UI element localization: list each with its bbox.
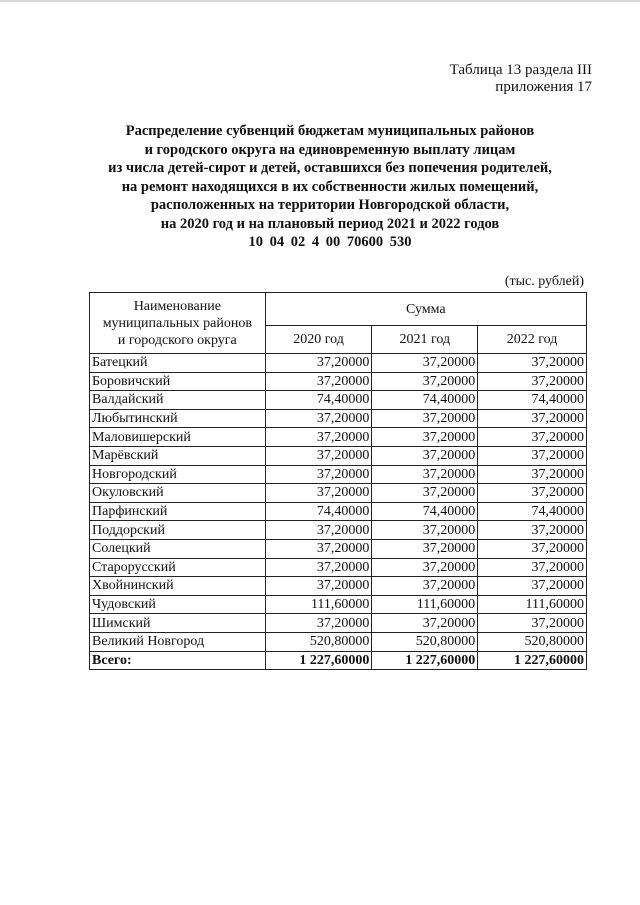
value-2020-cell: 37,20000 <box>265 484 372 503</box>
name-header-line: муниципальных районов <box>102 315 252 331</box>
value-2022-cell: 37,20000 <box>478 614 587 633</box>
name-header-line: и городского округа <box>117 332 237 348</box>
year-header-2020: 2020 год <box>265 326 372 354</box>
value-2021-cell: 37,20000 <box>372 409 478 428</box>
value-2020-cell: 37,20000 <box>265 521 372 540</box>
value-2020-cell: 37,20000 <box>265 465 372 484</box>
sum-column-header: Сумма <box>265 293 586 326</box>
title-line: на ремонт находящихся в их собственности жилых помещений, <box>121 178 539 195</box>
value-2021-cell: 37,20000 <box>372 354 478 373</box>
district-name-cell: Чудовский <box>90 595 266 614</box>
value-2021-cell: 74,40000 <box>372 391 478 410</box>
table-row <box>90 632 587 651</box>
value-2022-cell: 74,40000 <box>478 391 587 410</box>
table-body <box>90 354 587 670</box>
value-2022-cell: 520,80000 <box>478 632 587 651</box>
value-2022-cell: 37,20000 <box>478 484 587 503</box>
name-column-header <box>90 293 266 354</box>
value-2022-cell: 37,20000 <box>478 446 587 465</box>
table-row <box>90 577 587 596</box>
value-2022-cell: 111,60000 <box>478 595 587 614</box>
table-row <box>90 409 587 428</box>
total-row <box>90 651 587 670</box>
district-name-cell: Новгородский <box>90 465 266 484</box>
value-2022-cell: 37,20000 <box>478 539 587 558</box>
year-header-2021: 2021 год <box>372 326 478 354</box>
district-name-cell: Любытинский <box>90 409 266 428</box>
value-2020-cell: 37,20000 <box>265 614 372 633</box>
district-name-cell: Валдайский <box>90 391 266 410</box>
table-row <box>90 446 587 465</box>
value-2021-cell: 37,20000 <box>372 465 478 484</box>
table-row <box>90 539 587 558</box>
value-2022-cell: 37,20000 <box>478 577 587 596</box>
value-2021-cell: 37,20000 <box>372 614 478 633</box>
value-2021-cell: 37,20000 <box>372 428 478 447</box>
table-row <box>90 372 587 391</box>
value-2022-cell: 37,20000 <box>478 428 587 447</box>
district-name-cell: Хвойнинский <box>90 577 266 596</box>
value-2020-cell: 37,20000 <box>265 577 372 596</box>
title-line: и городского округа на единовременную выплату лицам <box>144 141 516 158</box>
table-row <box>90 614 587 633</box>
scan-top-edge <box>0 0 640 2</box>
value-2021-cell: 520,80000 <box>372 632 478 651</box>
district-name-cell: Боровичский <box>90 372 266 391</box>
title-line: Распределение субвенций бюджетам муниципальных районов <box>125 123 535 139</box>
value-2020-cell: 1 227,60000 <box>265 651 372 670</box>
year-header-2022: 2022 год <box>478 326 587 354</box>
value-2020-cell: 37,20000 <box>265 428 372 447</box>
table-row <box>90 354 587 373</box>
value-2021-cell: 37,20000 <box>372 577 478 596</box>
table-row <box>90 502 587 521</box>
value-2022-cell: 37,20000 <box>478 521 587 540</box>
table-reference <box>450 62 592 96</box>
document-title <box>60 122 600 233</box>
table-row <box>90 484 587 503</box>
value-2022-cell: 37,20000 <box>478 372 587 391</box>
title-line: расположенных на территории Новгородской области, <box>150 197 510 213</box>
table-row <box>90 391 587 410</box>
table-row <box>90 465 587 484</box>
value-2020-cell: 37,20000 <box>265 354 372 373</box>
value-2022-cell: 37,20000 <box>478 558 587 577</box>
value-2021-cell: 37,20000 <box>372 372 478 391</box>
value-2021-cell: 37,20000 <box>372 446 478 465</box>
title-line: из числа детей-сирот и детей, оставшихся без попечения родителей, <box>108 160 552 176</box>
table-row <box>90 428 587 447</box>
value-2020-cell: 37,20000 <box>265 409 372 428</box>
subvention-table <box>89 292 587 670</box>
title-line: на 2020 год и на плановый период 2021 и 2022 годов <box>160 215 500 232</box>
budget-code: 10 04 02 4 00 70600 530 <box>248 234 412 250</box>
value-2021-cell: 37,20000 <box>372 521 478 540</box>
value-2022-cell: 74,40000 <box>478 502 587 521</box>
district-name-cell: Старорусский <box>90 558 266 577</box>
district-name-cell: Всего: <box>90 651 266 670</box>
value-2021-cell: 74,40000 <box>372 502 478 521</box>
value-2021-cell: 1 227,60000 <box>372 651 478 670</box>
value-2021-cell: 111,60000 <box>372 595 478 614</box>
value-2020-cell: 74,40000 <box>265 391 372 410</box>
value-2020-cell: 37,20000 <box>265 539 372 558</box>
value-2022-cell: 1 227,60000 <box>478 651 587 670</box>
district-name-cell: Великий Новгород <box>90 632 266 651</box>
reference-line-2: приложения 17 <box>495 79 592 95</box>
district-name-cell: Марёвский <box>90 446 266 465</box>
name-header-line: Наименование <box>133 298 221 314</box>
value-2021-cell: 37,20000 <box>372 558 478 577</box>
value-2021-cell: 37,20000 <box>372 484 478 503</box>
value-2020-cell: 37,20000 <box>265 372 372 391</box>
reference-line-1: Таблица 13 раздела III <box>449 62 592 78</box>
value-2020-cell: 111,60000 <box>265 595 372 614</box>
table-row <box>90 558 587 577</box>
value-2022-cell: 37,20000 <box>478 354 587 373</box>
district-name-cell: Шимский <box>90 614 266 633</box>
district-name-cell: Батецкий <box>90 354 266 373</box>
value-2022-cell: 37,20000 <box>478 409 587 428</box>
district-name-cell: Парфинский <box>90 502 266 521</box>
table-row <box>90 521 587 540</box>
value-2020-cell: 37,20000 <box>265 446 372 465</box>
table-row <box>90 595 587 614</box>
district-name-cell: Окуловский <box>90 484 266 503</box>
value-2020-cell: 520,80000 <box>265 632 372 651</box>
district-name-cell: Поддорский <box>90 521 266 540</box>
unit-label: (тыс. рублей) <box>504 274 584 289</box>
value-2020-cell: 74,40000 <box>265 502 372 521</box>
district-name-cell: Солецкий <box>90 539 266 558</box>
value-2021-cell: 37,20000 <box>372 539 478 558</box>
value-2020-cell: 37,20000 <box>265 558 372 577</box>
value-2022-cell: 37,20000 <box>478 465 587 484</box>
district-name-cell: Маловишерский <box>90 428 266 447</box>
